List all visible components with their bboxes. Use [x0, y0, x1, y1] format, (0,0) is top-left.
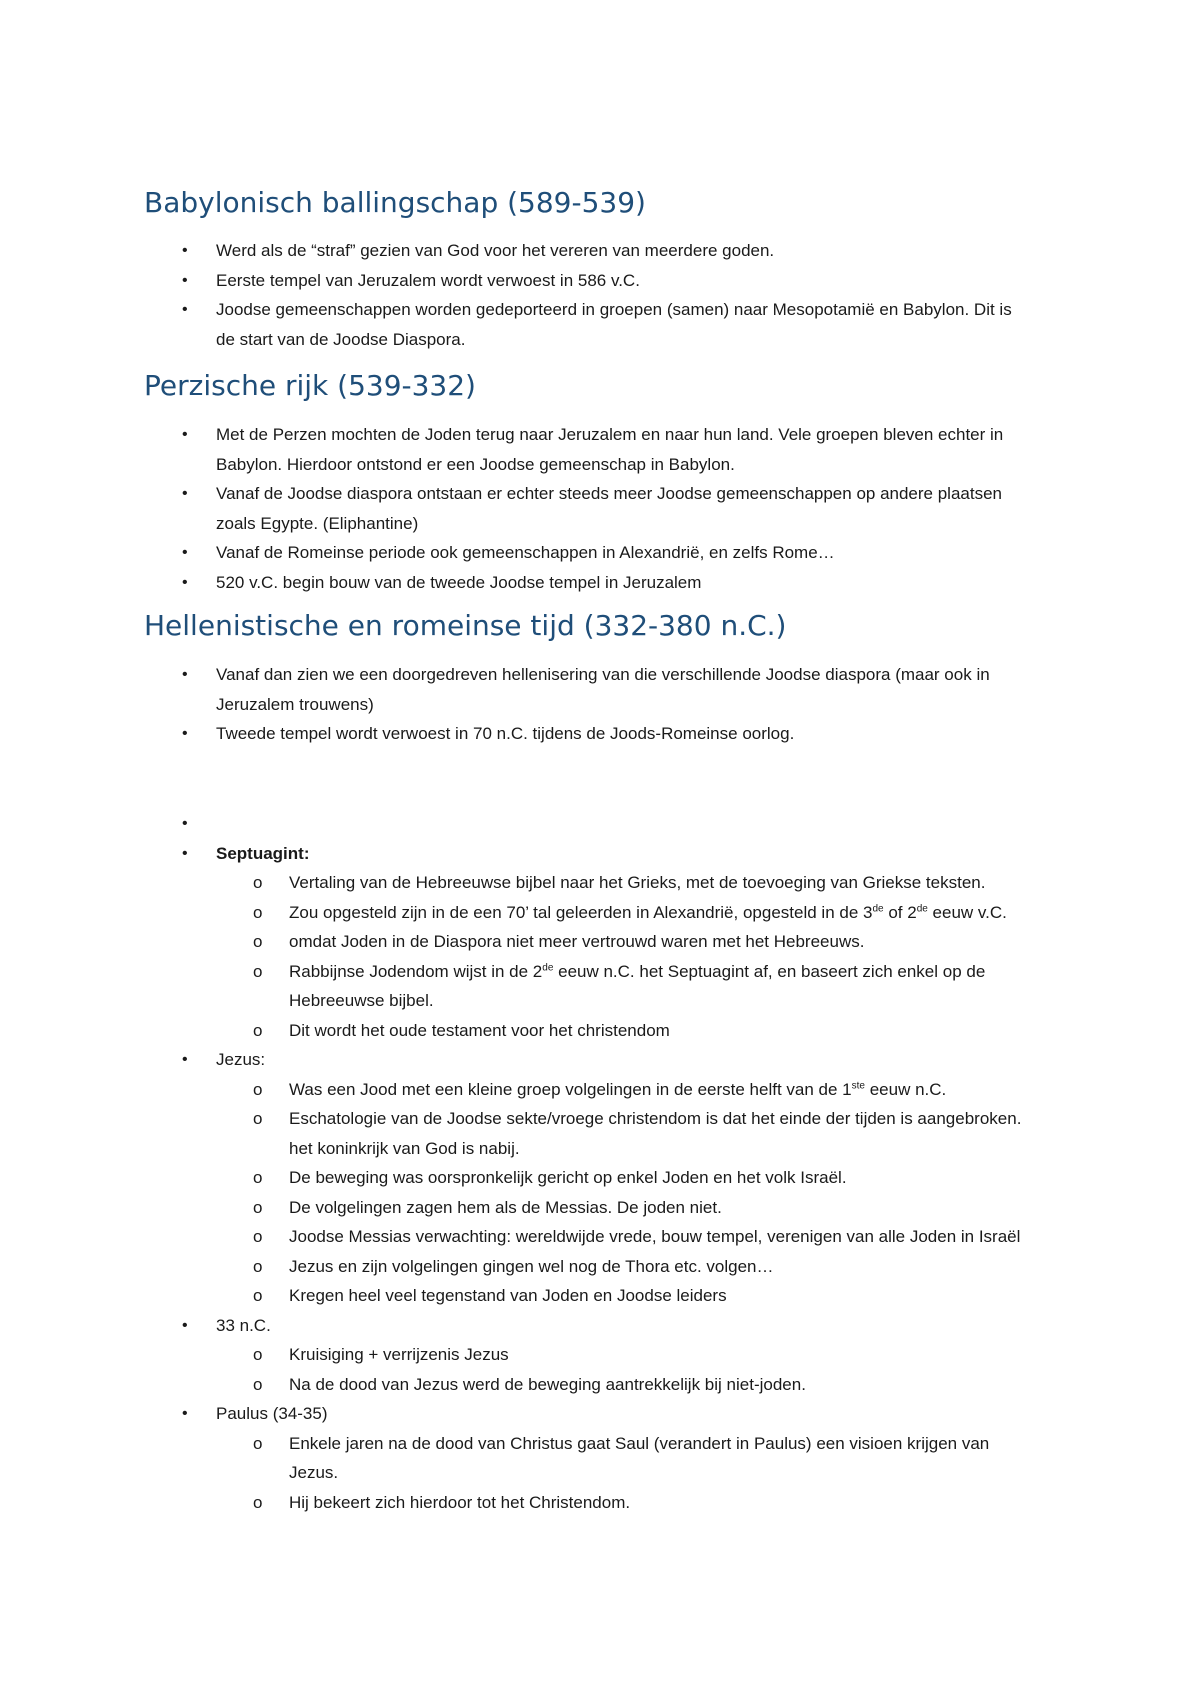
- circle-bullet-icon: o: [253, 1492, 263, 1512]
- circle-bullet-icon: o: [253, 1020, 263, 1040]
- section-heading-babylonisch: Babylonisch ballingschap (589-539): [144, 186, 646, 219]
- circle-bullet-icon: o: [253, 1079, 263, 1099]
- sub-list-item-continuation: Jezus.: [289, 1463, 339, 1482]
- sub-list-item: o Dit wordt het oude testament voor het christendom: [0, 1016, 1021, 1046]
- bullet-icon: •: [182, 426, 188, 443]
- sub-list-item: o Jezus en zijn volgelingen gingen wel nog de Thora etc. volgen…: [0, 1252, 1021, 1282]
- bullet-icon: •: [182, 666, 188, 683]
- bullet-icon: •: [182, 544, 188, 561]
- bullet-icon: •: [182, 725, 188, 742]
- sub-list-item: o Joodse Messias verwachting: wereldwijde vrede, bouw tempel, verenigen van alle Joden in Israël: [0, 1222, 1021, 1252]
- circle-bullet-icon: o: [253, 961, 263, 981]
- list-item: • Vanaf de Romeinse periode ook gemeenschappen in Alexandrië, en zelfs Rome…: [0, 538, 1003, 568]
- circle-bullet-icon: o: [253, 1433, 263, 1453]
- list-item: • 520 v.C. begin bouw van de tweede Joodse tempel in Jeruzalem: [0, 568, 1003, 598]
- bullet-icon: •: [182, 844, 188, 862]
- perzische-list: [0, 420, 1003, 597]
- list-item-empty: [0, 809, 1021, 839]
- circle-bullet-icon: o: [253, 902, 263, 922]
- bullet-icon: •: [182, 271, 188, 289]
- list-item: • Vanaf dan zien we een doorgedreven hellenisering van die verschillende Joodse diaspora (maar ook in: [0, 660, 990, 690]
- circle-bullet-icon: o: [253, 873, 263, 892]
- circle-bullet-icon: o: [253, 1168, 263, 1187]
- sub-list-item: o Eschatologie van de Joodse sekte/vroege christendom is dat het einde der tijden is aangebroken.: [0, 1104, 1021, 1134]
- sub-list-item: o omdat Joden in de Diaspora niet meer vertrouwd waren met het Hebreeuws.: [0, 927, 1021, 957]
- list-item-paulus: • Paulus (34-35): [0, 1399, 1021, 1429]
- bullet-icon: •: [182, 815, 188, 832]
- list-item-continuation: Babylon. Hierdoor ontstond er een Joodse gemeenschap in Babylon.: [216, 454, 735, 474]
- sub-list-item: o Zou opgesteld zijn in de een 70’ tal geleerden in Alexandrië, opgesteld in de 3de of 2de eeuw v.C.: [0, 898, 1021, 928]
- circle-bullet-icon: o: [253, 1109, 263, 1128]
- sub-list-item-continuation: Hebreeuwse bijbel.: [289, 991, 434, 1010]
- circle-bullet-icon: o: [253, 932, 263, 951]
- list-item: • Vanaf de Joodse diaspora ontstaan er echter steeds meer Joodse gemeenschappen op andere plaatsen: [0, 479, 1003, 509]
- sub-list-item: o Rabbijnse Jodendom wijst in de 2de eeuw n.C. het Septuagint af, en baseert zich enkel op de: [0, 957, 1021, 987]
- hellenistische-list: [0, 660, 990, 749]
- bullet-icon: •: [182, 1316, 188, 1334]
- bullet-icon: •: [182, 301, 188, 318]
- list-item: • Werd als de “straf” gezien van God voor het vereren van meerdere goden.: [0, 236, 1012, 266]
- circle-bullet-icon: o: [253, 1227, 263, 1246]
- list-item: • Eerste tempel van Jeruzalem wordt verwoest in 586 v.C.: [0, 266, 1012, 296]
- sub-list-item: o Kregen heel veel tegenstand van Joden en Joodse leiders: [0, 1281, 1021, 1311]
- sub-list-item: o Hij bekeert zich hierdoor tot het Christendom.: [0, 1488, 1021, 1518]
- sub-list-item: o Vertaling van de Hebreeuwse bijbel naar het Grieks, met de toevoeging van Griekse teksten.: [0, 868, 1021, 898]
- section-heading-perzische: Perzische rijk (539-332): [144, 369, 476, 402]
- bullet-icon: •: [182, 573, 188, 591]
- list-item-continuation: de start van de Joodse Diaspora.: [216, 329, 466, 349]
- sub-list-item: o De beweging was oorspronkelijk gericht op enkel Joden en het volk Israël.: [0, 1163, 1021, 1193]
- bullet-icon: •: [182, 242, 188, 259]
- list-item-continuation: zoals Egypte. (Eliphantine): [216, 513, 419, 533]
- circle-bullet-icon: o: [253, 1286, 263, 1305]
- circle-bullet-icon: o: [253, 1197, 263, 1217]
- list-item-continuation: Jeruzalem trouwens): [216, 694, 374, 714]
- sub-list-item: o Na de dood van Jezus werd de beweging aantrekkelijk bij niet-joden.: [0, 1370, 1021, 1400]
- list-item-jezus: • Jezus:: [0, 1045, 1021, 1075]
- list-item: • Met de Perzen mochten de Joden terug naar Jeruzalem en naar hun land. Vele groepen bleven echter in: [0, 420, 1003, 450]
- list-item: • Tweede tempel wordt verwoest in 70 n.C. tijdens de Joods-Romeinse oorlog.: [0, 719, 990, 749]
- list-item-33nc: • 33 n.C.: [0, 1311, 1021, 1341]
- sub-list-item-continuation: het koninkrijk van God is nabij.: [289, 1138, 520, 1158]
- bullet-icon: •: [182, 1405, 188, 1422]
- babylonisch-list: [0, 236, 1012, 354]
- circle-bullet-icon: o: [253, 1374, 263, 1394]
- list-item: • Joodse gemeenschappen worden gedeporteerd in groepen (samen) naar Mesopotamië en Babylon. Dit is: [0, 295, 1012, 325]
- list-item-septuagint: • Septuagint:: [0, 839, 1021, 869]
- sub-list-item: o Enkele jaren na de dood van Christus gaat Saul (verandert in Paulus) een visioen krijgen van: [0, 1429, 1021, 1459]
- bullet-icon: •: [182, 1051, 188, 1068]
- sub-list-item: o Was een Jood met een kleine groep volgelingen in de eerste helft van de 1ste eeuw n.C.: [0, 1075, 1021, 1105]
- circle-bullet-icon: o: [253, 1345, 263, 1364]
- section-heading-hellenistische: Hellenistische en romeinse tijd (332-380 n.C.): [144, 609, 787, 642]
- sub-list-item: o De volgelingen zagen hem als de Messias. De joden niet.: [0, 1193, 1021, 1223]
- bullet-icon: •: [182, 485, 188, 502]
- sub-list-item: o Kruisiging + verrijzenis Jezus: [0, 1340, 1021, 1370]
- circle-bullet-icon: o: [253, 1256, 263, 1276]
- notes-list: [0, 809, 1021, 1517]
